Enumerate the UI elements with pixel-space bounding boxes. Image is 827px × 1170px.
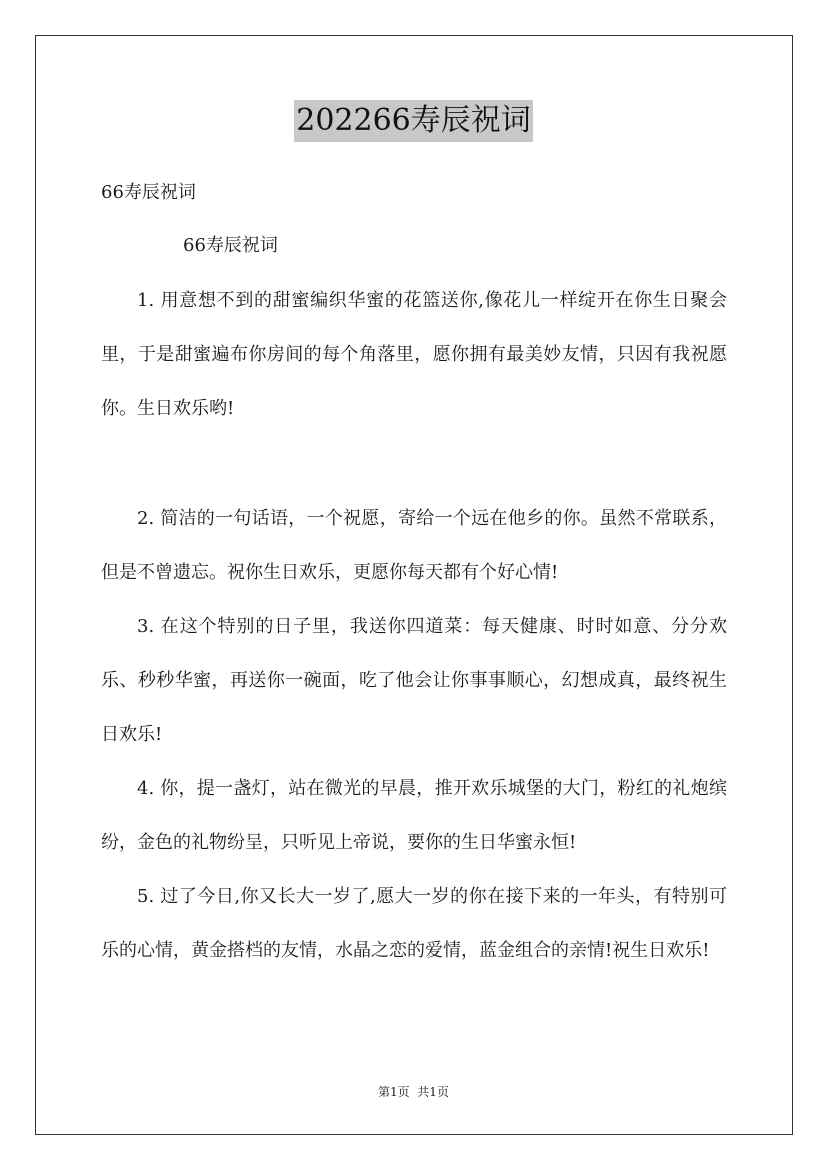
paragraph-5: 5. 过了今日,你又长大一岁了,愿大一岁的你在接下来的一年头，有特别可乐的心情，黄金搭档的友情，水晶之恋的爱情，蓝金组合的亲情!祝生日欢乐! [101,886,727,961]
document-subtitle: 66寿辰祝词 [101,182,196,203]
title-container [0,100,827,142]
page-footer: 第1页 共1页 [378,1085,449,1099]
paragraph-3: 3. 在这个特别的日子里，我送你四道菜：每天健康、时时如意、分分欢乐、秒秒华蜜，再送你一碗面，吃了他会让你事事顺心，幻想成真，最终祝生日欢乐! [101,616,727,745]
paragraph-2: 2. 简洁的一句话语，一个祝愿，寄给一个远在他乡的你。虽然不常联系，但是不曾遗忘。祝你生日欢乐，更愿你每天都有个好心情! [101,508,727,583]
document-title: 202266寿辰祝词 [294,100,533,142]
section-heading: 66寿辰祝词 [183,235,278,256]
paragraph-4: 4. 你，提一盏灯，站在微光的早晨，推开欢乐城堡的大门，粉红的礼炮缤纷，金色的礼物纷呈，只听见上帝说，要你的生日华蜜永恒! [101,778,727,853]
paragraph-1: 1. 用意想不到的甜蜜编织华蜜的花篮送你,像花儿一样绽开在你生日聚会里，于是甜蜜遍布你房间的每个角落里，愿你拥有最美妙友情，只因有我祝愿你。生日欢乐哟! [101,290,727,419]
